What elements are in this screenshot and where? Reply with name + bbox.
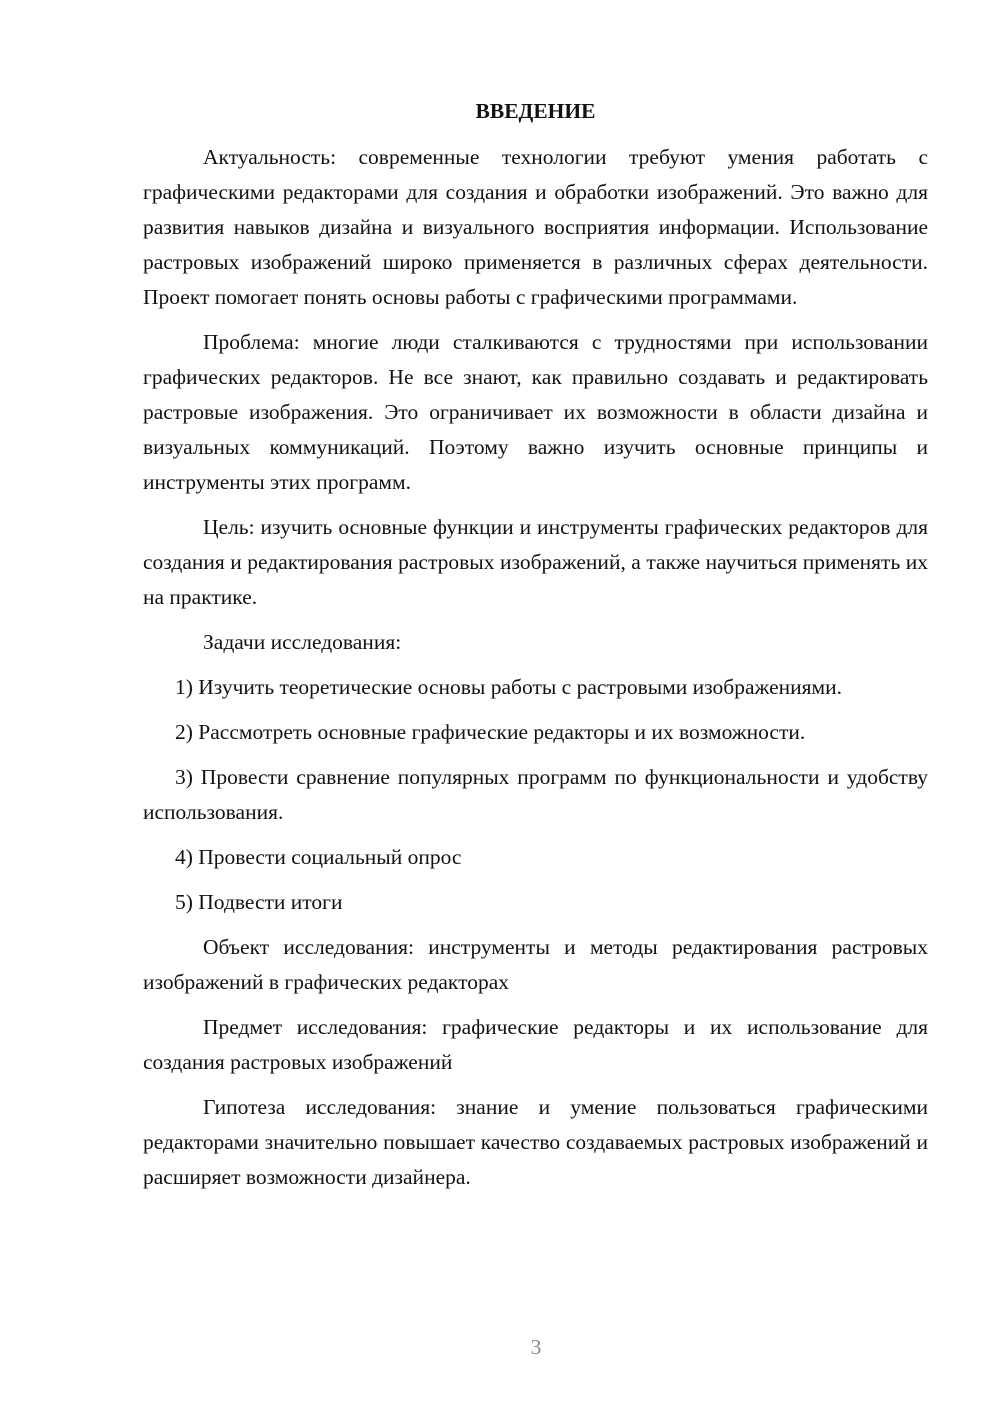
paragraph-subject: Предмет исследования: графические редакторы и их использование для создания растровых изображений (143, 1015, 928, 1074)
task-item-2: 2) Рассмотреть основные графические редакторы и их возможности. (175, 720, 806, 744)
paragraph-tasks-heading: Задачи исследования: (203, 630, 402, 654)
paragraph-goal: Цель: изучить основные функции и инструменты графических редакторов для создания и редактирования растровых изображений, а также научиться применять их на практике. (143, 515, 928, 609)
paragraph-problem: Проблема: многие люди сталкиваются с трудностями при использовании графических редакторов. Не все знают, как правильно создавать и редактировать растровые изображения. Это ограничивает их возможности в области дизайна и визуальных коммуникаций. Поэтому важно изучить основные принципы и инструменты этих программ. (143, 330, 928, 494)
paragraph-hypothesis: Гипотеза исследования: знание и умение пользоваться графическими редакторами значительно повышает качество создаваемых растровых изображений и расширяет возможности дизайнера. (143, 1095, 928, 1189)
task-item-1: 1) Изучить теоретические основы работы с растровыми изображениями. (175, 675, 843, 699)
task-item-3: 3) Провести сравнение популярных программ по функциональности и удобству использования. (143, 765, 928, 824)
paragraph-relevance: Актуальность: современные технологии требуют умения работать с графическими редакторами для создания и обработки изображений. Это важно для развития навыков дизайна и визуального восприятия информации. Использование растровых изображений широко применяется в различных сферах деятельности. Проект помогает понять основы работы с графическими программами. (143, 145, 928, 309)
page-content (143, 96, 928, 1195)
paragraph-object: Объект исследования: инструменты и методы редактирования растровых изображений в графических редакторах (143, 935, 928, 994)
task-item-4: 4) Провести социальный опрос (175, 845, 462, 869)
task-item-5: 5) Подвести итоги (175, 890, 343, 914)
page-number: 3 (530, 1335, 542, 1359)
section-title: ВВЕДЕНИЕ (475, 99, 596, 123)
